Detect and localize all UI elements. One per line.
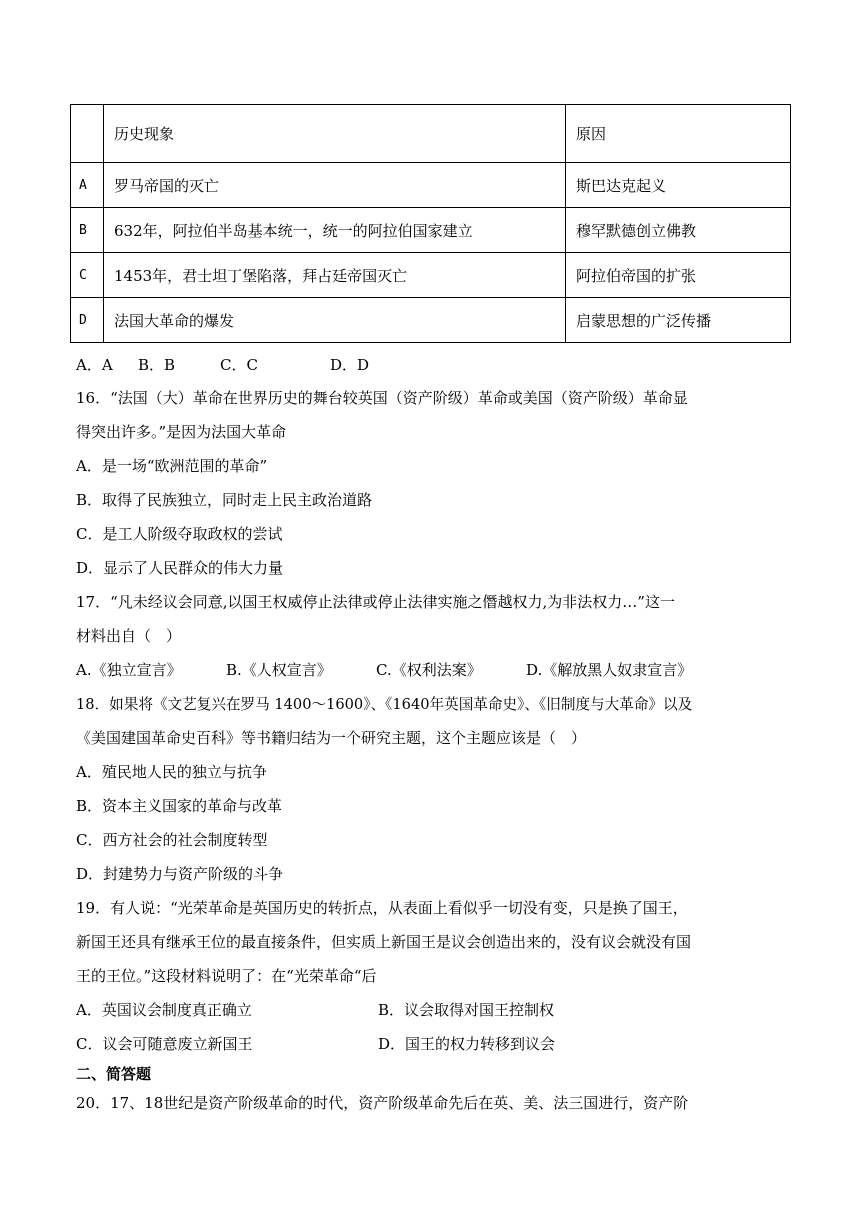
row-phenomenon: 1453年，君士坦丁堡陷落，拜占廷帝国灭亡: [104, 253, 566, 298]
q19-stem-line3: 王的王位。”这段材料说明了：在“光荣革命“后: [76, 967, 377, 985]
q19-option-b[interactable]: B．议会取得对国王控制权: [378, 1001, 555, 1019]
q17-option-a[interactable]: A.《独立宣言》: [76, 661, 182, 679]
q19-stem-line2: 新国王还具有继承王位的最直接条件，但实质上新国王是议会创造出来的，没有议会就没有国: [76, 933, 692, 951]
q18-option-c[interactable]: C．西方社会的社会制度转型: [76, 831, 268, 849]
q18-option-d[interactable]: D．封建势力与资产阶级的斗争: [76, 865, 284, 883]
table-header-cell: 原因: [566, 105, 791, 163]
q16-option-b[interactable]: B．取得了民族独立，同时走上民主政治道路: [76, 491, 373, 509]
table-header-row: [71, 105, 791, 163]
row-cause: 斯巴达克起义: [566, 163, 791, 208]
q19-options-row2: [76, 1033, 555, 1054]
q19-option-d[interactable]: D．国王的权力转移到议会: [378, 1035, 556, 1053]
row-cause: 启蒙思想的广泛传播: [566, 298, 791, 343]
q18-stem-line2: 《美国建国革命史百科》等书籍归结为一个研究主题，这个主题应该是（ ）: [76, 729, 587, 747]
q19-options-row1: [76, 999, 554, 1020]
q16-option-d[interactable]: D．显示了人民群众的伟大力量: [76, 559, 284, 577]
row-phenomenon: 632年，阿拉伯半岛基本统一，统一的阿拉伯国家建立: [104, 208, 566, 253]
q17-stem-line2: 材料出自（ ）: [76, 627, 182, 645]
row-phenomenon: 法国大革命的爆发: [104, 298, 566, 343]
q15-options: [76, 354, 369, 375]
q17-options: [76, 659, 692, 680]
q15-option-a[interactable]: A．A: [76, 356, 113, 374]
row-key: A: [71, 163, 104, 208]
table-header-cell: [71, 105, 104, 163]
q20-stem-line1: 20．17、18世纪是资产阶级革命的时代，资产阶级革命先后在英、美、法三国进行，资产阶: [76, 1094, 689, 1112]
table-header-cell: 历史现象: [104, 105, 566, 163]
q15-option-c[interactable]: C．C: [220, 356, 258, 374]
q18-option-a[interactable]: A．殖民地人民的独立与抗争: [76, 763, 267, 781]
comparison-table: [70, 104, 791, 343]
q17-stem-line1: 17．“凡未经议会同意,以国王权威停止法律或停止法律实施之僭越权力,为非法权力…”这一: [76, 593, 675, 611]
q15-option-b[interactable]: B．B: [138, 356, 176, 374]
section-heading: 二、简答题: [76, 1065, 152, 1083]
q17-option-b[interactable]: B.《人权宣言》: [226, 661, 332, 679]
q19-stem-line1: 19．有人说：“光荣革命是英国历史的转折点，从表面上看似乎一切没有变，只是换了国王，: [76, 899, 688, 917]
table-row: [71, 163, 791, 208]
row-cause: 阿拉伯帝国的扩张: [566, 253, 791, 298]
table-row: [71, 253, 791, 298]
q18-option-b[interactable]: B．资本主义国家的革命与改革: [76, 797, 283, 815]
q16-option-c[interactable]: C．是工人阶级夺取政权的尝试: [76, 525, 283, 543]
row-phenomenon: 罗马帝国的灭亡: [104, 163, 566, 208]
q15-option-d[interactable]: D．D: [330, 356, 370, 374]
row-cause: 穆罕默德创立佛教: [566, 208, 791, 253]
q16-stem-line1: 16．“法国（大）革命在世界历史的舞台较英国（资产阶级）革命或美国（资产阶级）革命显: [76, 389, 688, 407]
q18-stem-line1: 18．如果将《文艺复兴在罗马 1400～1600》、《1640年英国革命史》、《旧制度与大革命》以及: [76, 696, 693, 713]
q19-option-a[interactable]: A．英国议会制度真正确立: [76, 1001, 252, 1019]
table-row: [71, 208, 791, 253]
row-key: B: [71, 208, 104, 253]
q17-option-d[interactable]: D.《解放黑人奴隶宣言》: [526, 661, 693, 679]
q16-option-a[interactable]: A．是一场“欧洲范围的革命”: [76, 457, 268, 475]
table-row: [71, 298, 791, 343]
row-key: D: [71, 298, 104, 343]
q16-stem-line2: 得突出许多。”是因为法国大革命: [76, 423, 287, 441]
q17-option-c[interactable]: C.《权利法案》: [376, 661, 482, 679]
row-key: C: [71, 253, 104, 298]
q19-option-c[interactable]: C．议会可随意废立新国王: [76, 1035, 253, 1053]
